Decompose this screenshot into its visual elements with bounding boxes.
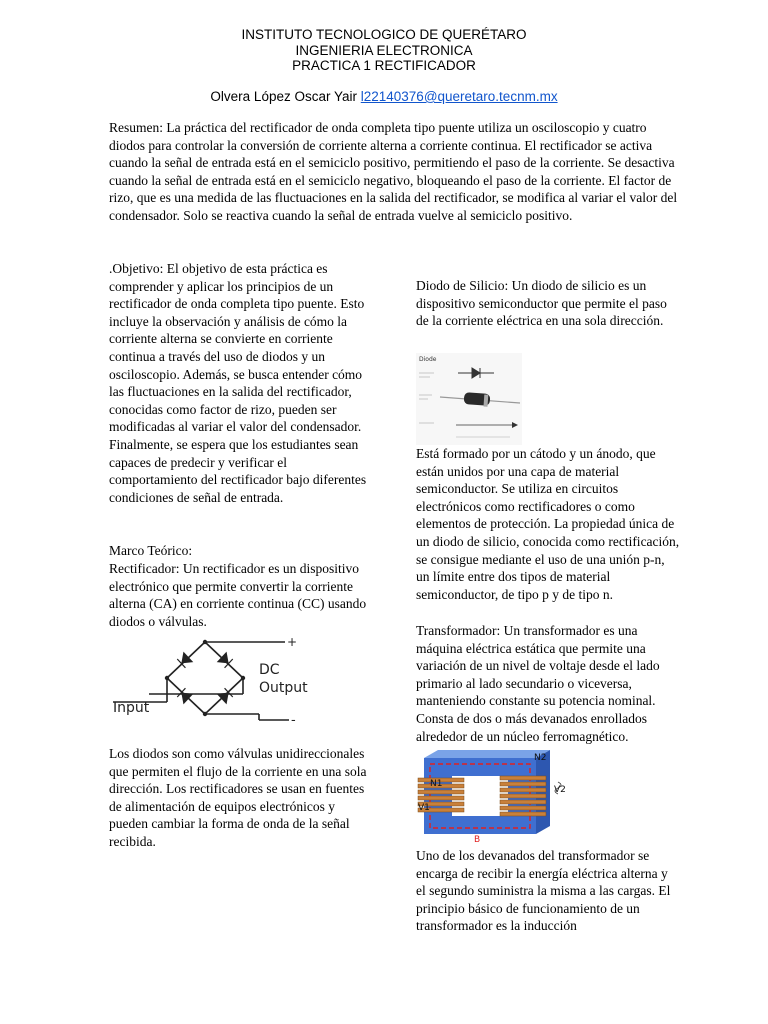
author-name: Olvera López Oscar Yair (210, 89, 357, 104)
cathode-band (483, 395, 488, 407)
devanados-paragraph: Uno de los devanados del transformador se encarga de recibir la energía eléctrica alterna y el segundo suministra la misma a las cargas. El principio básico de funcionamiento de un transformador es la inducción (416, 848, 671, 934)
node-dot (165, 676, 169, 680)
minus-terminal-label: - (291, 713, 296, 724)
transformer-diagram (416, 748, 566, 844)
b-flux-label: B (474, 835, 481, 844)
secondary-coil (500, 776, 546, 816)
input-label: Input (113, 700, 150, 716)
diodos-paragraph: Los diodos son como válvulas unidireccionales que permiten el flujo de la corriente en una sola dirección. Los rectificadores se usan en fuentes de alimentación de equipos electrónicos y pueden cambiar la forma de onda de la señal recibida. (109, 746, 367, 849)
n2-label: N2 (534, 753, 547, 763)
node-dot (203, 712, 207, 716)
node-dot (241, 676, 245, 680)
plus-terminal-label: + (287, 635, 298, 649)
output-label: Output (259, 680, 308, 696)
institution-title: INSTITUTO TECNOLOGICO DE QUERÉTARO (241, 27, 527, 42)
department-title: INGENIERIA ELECTRONICA (295, 42, 473, 58)
author-email-link[interactable]: l22140376@queretaro.tecnm.mx (360, 89, 558, 104)
marco-teorico-heading: Marco Teórico: (109, 543, 193, 558)
silicon-diode-photo (416, 353, 522, 445)
n1-label: N1 (430, 779, 443, 789)
abstract-paragraph: Resumen: La práctica del rectificador de onda completa tipo puente utiliza un osciloscopio y cuatro diodos para controlar la conversión de corriente alterna a corriente continua. El rectificador se activa cuando la señal de entrada está en el semiciclo positivo, permitiendo el paso de la corriente. Se desactiva cuando la señal de entrada está en el semiciclo negativo, bloqueando el paso de la corriente. El factor de rizo, que es una medida de las fluctuaciones en la salida del rectificador, se modifica al variar el valor del condensador. Solo se reactiva cuando la señal de entrada vuelve al semiciclo positivo. (109, 120, 678, 223)
node-dot (203, 640, 207, 644)
objective-paragraph: .Objetivo: El objetivo de esta práctica es comprender y aplicar los principios de un rectificador de onda completa tipo puente. Esto incluye la observación y análisis de cómo la corriente alterna se convierte en corriente continua a través del uso de diodos y un osciloscopio. Además, se busca entender cómo las fluctuaciones en la salida del rectificador, conocidas como factor de rizo, pueden ser modificadas al variar el valor del condensador. Finalmente, se espera que los estudiantes sean capaces de predecir y verificar el comportamiento del rectificador bajo diferentes condiciones de señal de entrada. (109, 261, 367, 505)
transformador-paragraph: Transformador: Un transformador es una máquina eléctrica estática que permite una variación de un nivel de voltaje desde el lado primario al lado secundario o viceversa, manteniendo constante su potencia nominal. Consta de dos o más devanados enrollados alrededor de un núcleo ferromagnético. (416, 623, 660, 744)
diodo-formado-paragraph: Está formado por un cátodo y un ánodo, que están unidos por una capa de material semiconductor. Se utiliza en circuitos electrónicos como rectificadores o como elementos de protección. La propiedad única de un diodo de silicio, conocida como rectificación, se consigue mediante el uso de una unión p-n, un límite entre dos tipos de material semiconductor, de tipo p y de tipo n. (416, 446, 680, 602)
diodo-silicio-paragraph: Diodo de Silicio: Un diodo de silicio es un dispositivo semiconductor que permite el paso de la corriente eléctrica en una sola dirección. (416, 278, 667, 329)
bridge-rectifier-diagram (109, 632, 325, 724)
author-line (0, 89, 768, 104)
v2-label: V2 (554, 785, 566, 795)
rectificador-paragraph: Rectificador: Un rectificador es un dispositivo electrónico que permite convertir la corriente alterna (CA) en corriente continua (CC) usando diodos o válvulas. (109, 561, 367, 629)
diode-figure-title: Diode (419, 356, 437, 363)
document-header (0, 27, 768, 74)
practice-title: PRACTICA 1 RECTIFICADOR (292, 58, 476, 73)
v1-label: V1 (418, 803, 430, 813)
dc-label: DC (259, 662, 280, 678)
